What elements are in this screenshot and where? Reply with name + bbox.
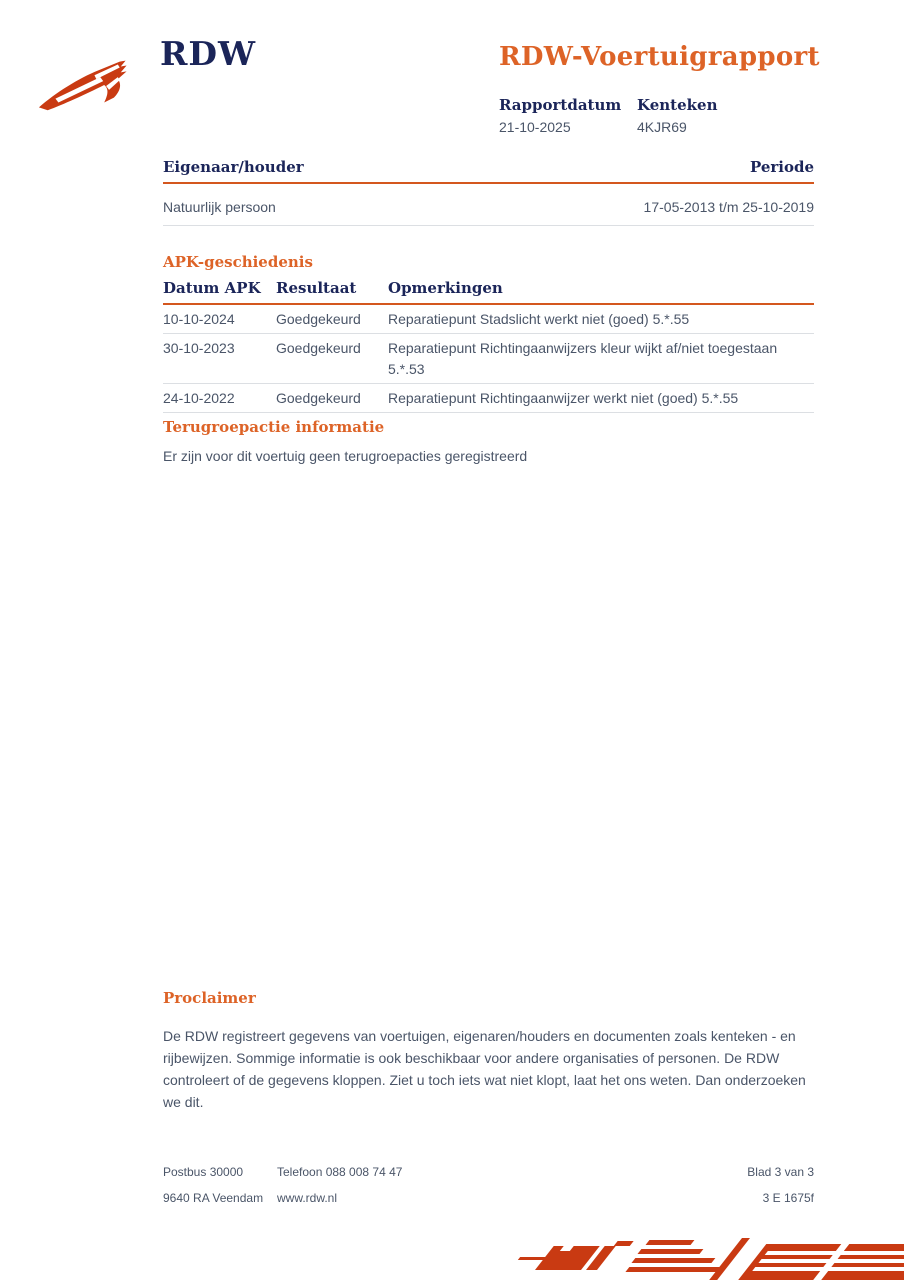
owner-value: Natuurlijk persoon (163, 199, 276, 215)
footer-page-number: Blad 3 van 3 (747, 1165, 814, 1179)
footer-phone: Telefoon 088 008 74 47 (277, 1165, 403, 1179)
speed-stripes-graphic (514, 1238, 904, 1280)
apk-heading: APK-geschiedenis (163, 253, 313, 271)
recall-section (163, 418, 814, 464)
footer-address-line2: 9640 RA Veendam (163, 1191, 264, 1205)
owner-section-header (163, 158, 814, 184)
table-row (163, 334, 814, 384)
owner-section (163, 158, 814, 226)
page-footer (163, 1165, 814, 1217)
kenteken-label: Kenteken (637, 96, 718, 114)
apk-history-section (163, 253, 814, 413)
kenteken-block (637, 96, 775, 135)
recall-heading: Terugroepactie informatie (163, 418, 385, 436)
rapportdatum-value: 21-10-2025 (499, 119, 571, 135)
column-header-datum-apk: Datum APK (163, 279, 261, 297)
owner-row (163, 184, 814, 226)
recall-text: Er zijn voor dit voertuig geen terugroepacties geregistreerd (163, 448, 528, 464)
period-heading: Periode (749, 158, 814, 176)
rdw-wing-logo-icon (36, 52, 148, 116)
apk-table (163, 279, 814, 413)
kenteken-value: 4KJR69 (637, 119, 687, 135)
cell-resultaat: Goedgekeurd (276, 311, 361, 327)
report-meta (499, 96, 775, 135)
cell-resultaat: Goedgekeurd (276, 340, 361, 356)
cell-opmerkingen: Reparatiepunt Richtingaanwijzers kleur wijkt af/niet toegestaan 5.*.53 (388, 340, 778, 377)
table-row (163, 384, 814, 413)
cell-datum: 10-10-2024 (163, 311, 235, 327)
rapportdatum-block (499, 96, 637, 135)
cell-datum: 24-10-2022 (163, 390, 235, 406)
proclaimer-section (163, 989, 814, 1113)
footer-address-line1: Postbus 30000 (163, 1165, 244, 1179)
cell-opmerkingen: Reparatiepunt Stadslicht werkt niet (goed) 5.*.55 (388, 311, 690, 327)
cell-resultaat: Goedgekeurd (276, 390, 361, 406)
apk-table-header-row (163, 279, 814, 305)
period-value: 17-05-2013 t/m 25-10-2019 (643, 199, 814, 215)
cell-datum: 30-10-2023 (163, 340, 235, 356)
column-header-opmerkingen: Opmerkingen (388, 279, 503, 297)
page-title: RDW-Voertuigrapport (499, 42, 820, 72)
footer-doc-code: 3 E 1675f (762, 1191, 814, 1205)
footer-row-1 (163, 1165, 814, 1179)
proclaimer-heading: Proclaimer (163, 989, 256, 1007)
owner-heading: Eigenaar/houder (163, 158, 304, 176)
proclaimer-text: De RDW registreert gegevens van voertuigen, eigenaren/houders en documenten zoals kenteken - en rijbewijzen. Sommige informatie is ook beschikbaar voor andere organisaties of personen. De RDW controleert of de gegevens kloppen. Ziet u toch iets wat niet klopt, laat het ons weten. Dan onderzoeken we dit. (163, 1028, 806, 1110)
column-header-resultaat: Resultaat (276, 279, 357, 297)
footer-row-2 (163, 1191, 814, 1205)
rapportdatum-label: Rapportdatum (499, 96, 622, 114)
cell-opmerkingen: Reparatiepunt Richtingaanwijzer werkt niet (goed) 5.*.55 (388, 390, 739, 406)
table-row (163, 305, 814, 334)
rdw-logotype: RDW (160, 34, 257, 73)
footer-website-link[interactable]: www.rdw.nl (277, 1191, 338, 1205)
